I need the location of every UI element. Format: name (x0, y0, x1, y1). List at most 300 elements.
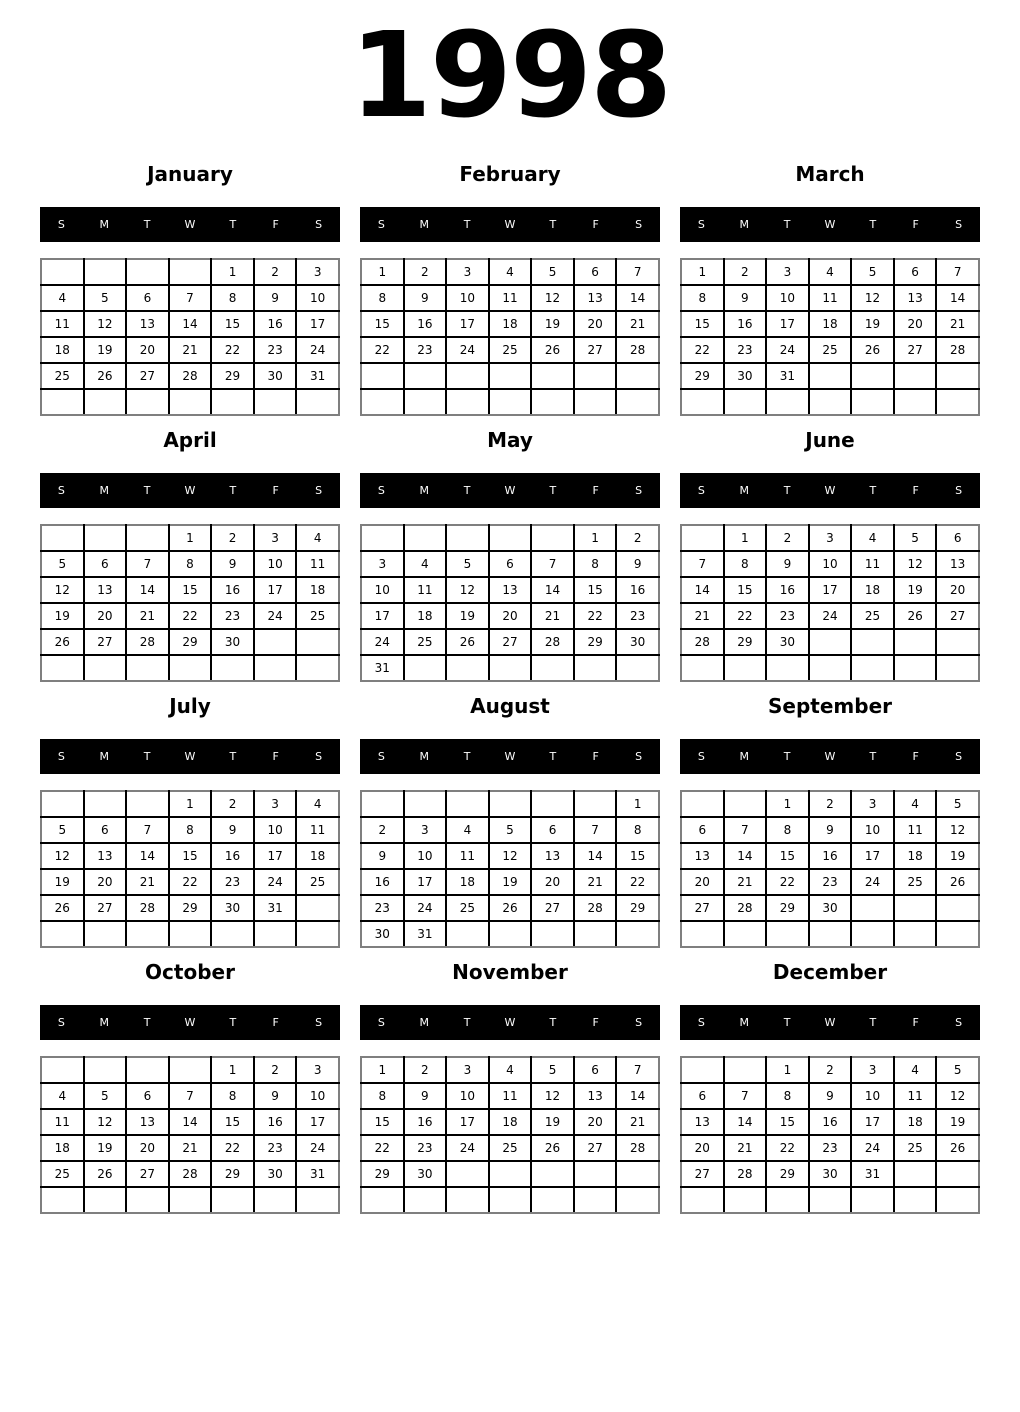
weekday-label: T (783, 218, 791, 231)
empty-day-cell (84, 525, 127, 551)
day-cell: 17 (254, 843, 297, 869)
day-cell: 9 (404, 285, 447, 311)
day-cell: 10 (851, 817, 894, 843)
month-title: January (147, 162, 233, 186)
week-row (41, 895, 339, 921)
day-cell: 28 (169, 1161, 212, 1187)
day-cell: 23 (211, 869, 254, 895)
month-title: December (772, 960, 888, 984)
weekday-label: M (739, 1016, 750, 1029)
day-cell: 23 (766, 603, 809, 629)
weekday-label: W (504, 750, 516, 763)
week-row (41, 1161, 339, 1187)
weekday-header-bar (40, 207, 340, 242)
day-cell: 15 (211, 311, 254, 337)
empty-day-cell (126, 921, 169, 947)
empty-day-cell (724, 655, 767, 681)
months-grid (0, 162, 1020, 1214)
empty-day-cell (126, 655, 169, 681)
weekday-label: T (463, 218, 471, 231)
day-cell: 17 (361, 603, 404, 629)
weekday-label: F (272, 750, 279, 763)
week-row (681, 817, 979, 843)
week-row (681, 843, 979, 869)
day-cell: 16 (404, 1109, 447, 1135)
empty-day-cell (126, 389, 169, 415)
week-row (681, 921, 979, 947)
day-cell: 18 (809, 311, 852, 337)
empty-day-cell (169, 1057, 212, 1083)
day-cell: 5 (851, 259, 894, 285)
weekday-label: T (869, 218, 877, 231)
month-grid (360, 790, 660, 948)
empty-day-cell (446, 525, 489, 551)
week-row (41, 259, 339, 285)
day-cell: 16 (404, 311, 447, 337)
empty-day-cell (84, 1057, 127, 1083)
weekday-header-bar (40, 1005, 340, 1040)
day-cell: 29 (574, 629, 617, 655)
weekday-label: S (955, 750, 963, 763)
day-cell: 27 (84, 629, 127, 655)
weekday-label: S (315, 1016, 323, 1029)
weekday-header-bar (360, 207, 660, 242)
empty-day-cell (894, 1187, 937, 1213)
week-row (681, 895, 979, 921)
day-cell: 25 (489, 337, 532, 363)
weekday-label: W (504, 484, 516, 497)
day-cell: 18 (489, 1109, 532, 1135)
week-row (681, 551, 979, 577)
day-cell: 16 (766, 577, 809, 603)
weekday-label: S (635, 218, 643, 231)
empty-day-cell (936, 1187, 979, 1213)
day-cell: 29 (616, 895, 659, 921)
empty-day-cell (84, 921, 127, 947)
weekday-label: W (824, 484, 836, 497)
day-cell: 24 (296, 1135, 339, 1161)
day-cell: 26 (84, 1161, 127, 1187)
day-cell: 14 (724, 1109, 767, 1135)
day-cell: 22 (766, 869, 809, 895)
day-cell: 8 (361, 285, 404, 311)
empty-day-cell (681, 791, 724, 817)
day-cell: 9 (211, 817, 254, 843)
day-cell: 15 (616, 843, 659, 869)
day-cell: 15 (361, 1109, 404, 1135)
day-cell: 20 (84, 869, 127, 895)
week-row (361, 285, 659, 311)
month-grid (40, 524, 340, 682)
week-row (361, 1161, 659, 1187)
empty-day-cell (446, 791, 489, 817)
day-cell: 19 (936, 843, 979, 869)
empty-day-cell (489, 1187, 532, 1213)
day-cell: 15 (211, 1109, 254, 1135)
day-cell: 4 (851, 525, 894, 551)
week-row (41, 921, 339, 947)
weekday-label: M (419, 484, 430, 497)
day-cell: 4 (296, 791, 339, 817)
day-cell: 2 (766, 525, 809, 551)
empty-day-cell (681, 1187, 724, 1213)
day-cell: 3 (296, 259, 339, 285)
empty-day-cell (361, 363, 404, 389)
day-cell: 23 (211, 603, 254, 629)
day-cell: 21 (126, 603, 169, 629)
day-cell: 31 (404, 921, 447, 947)
day-cell: 19 (894, 577, 937, 603)
day-cell: 13 (574, 1083, 617, 1109)
weekday-label: S (57, 218, 65, 231)
day-cell: 20 (681, 1135, 724, 1161)
empty-day-cell (531, 389, 574, 415)
weekday-label: S (377, 1016, 385, 1029)
day-cell: 6 (126, 1083, 169, 1109)
empty-day-cell (531, 525, 574, 551)
empty-day-cell (169, 655, 212, 681)
day-cell: 20 (126, 337, 169, 363)
weekday-label: M (99, 1016, 110, 1029)
day-cell: 14 (616, 1083, 659, 1109)
day-cell: 7 (574, 817, 617, 843)
day-cell: 4 (404, 551, 447, 577)
day-cell: 24 (404, 895, 447, 921)
empty-day-cell (681, 525, 724, 551)
week-row (681, 655, 979, 681)
week-row (361, 629, 659, 655)
week-row (681, 259, 979, 285)
day-cell: 18 (296, 577, 339, 603)
empty-day-cell (211, 1187, 254, 1213)
empty-day-cell (489, 791, 532, 817)
weekday-label: M (739, 218, 750, 231)
weekday-label: F (912, 750, 919, 763)
day-cell: 5 (894, 525, 937, 551)
empty-day-cell (211, 655, 254, 681)
day-cell: 28 (681, 629, 724, 655)
day-cell: 28 (169, 363, 212, 389)
weekday-label: S (697, 750, 705, 763)
day-cell: 12 (84, 311, 127, 337)
week-row (41, 603, 339, 629)
day-cell: 20 (84, 603, 127, 629)
day-cell: 13 (489, 577, 532, 603)
day-cell: 16 (211, 843, 254, 869)
empty-day-cell (936, 921, 979, 947)
day-cell: 11 (851, 551, 894, 577)
week-row (361, 603, 659, 629)
day-cell: 23 (809, 1135, 852, 1161)
day-cell: 24 (446, 337, 489, 363)
day-cell: 7 (724, 1083, 767, 1109)
day-cell: 21 (616, 1109, 659, 1135)
empty-day-cell (41, 655, 84, 681)
day-cell: 11 (894, 817, 937, 843)
empty-day-cell (169, 259, 212, 285)
day-cell: 11 (41, 1109, 84, 1135)
day-cell: 25 (809, 337, 852, 363)
empty-day-cell (84, 259, 127, 285)
day-cell: 29 (724, 629, 767, 655)
empty-day-cell (894, 655, 937, 681)
week-row (41, 1135, 339, 1161)
day-cell: 10 (296, 285, 339, 311)
day-cell: 18 (404, 603, 447, 629)
day-cell: 4 (489, 1057, 532, 1083)
day-cell: 3 (254, 791, 297, 817)
day-cell: 24 (766, 337, 809, 363)
empty-day-cell (894, 1161, 937, 1187)
empty-day-cell (489, 921, 532, 947)
empty-day-cell (296, 1187, 339, 1213)
week-row (681, 389, 979, 415)
day-cell: 19 (531, 1109, 574, 1135)
month-april (40, 428, 340, 682)
day-cell: 26 (936, 1135, 979, 1161)
day-cell: 5 (41, 817, 84, 843)
week-row (681, 1161, 979, 1187)
day-cell: 17 (766, 311, 809, 337)
day-cell: 9 (404, 1083, 447, 1109)
weekday-label: T (143, 484, 151, 497)
day-cell: 2 (724, 259, 767, 285)
day-cell: 14 (169, 311, 212, 337)
day-cell: 9 (616, 551, 659, 577)
day-cell: 6 (574, 1057, 617, 1083)
day-cell: 21 (531, 603, 574, 629)
weekday-header-bar (360, 1005, 660, 1040)
day-cell: 23 (254, 1135, 297, 1161)
week-row (361, 389, 659, 415)
day-cell: 6 (84, 551, 127, 577)
weekday-label: F (912, 1016, 919, 1029)
day-cell: 30 (254, 1161, 297, 1187)
day-cell: 2 (809, 1057, 852, 1083)
day-cell: 11 (809, 285, 852, 311)
day-cell: 23 (809, 869, 852, 895)
month-title: June (805, 428, 855, 452)
day-cell: 28 (724, 895, 767, 921)
day-cell: 28 (936, 337, 979, 363)
day-cell: 25 (296, 603, 339, 629)
empty-day-cell (254, 629, 297, 655)
day-cell: 12 (41, 577, 84, 603)
day-cell: 8 (766, 817, 809, 843)
week-row (681, 525, 979, 551)
week-row (681, 1057, 979, 1083)
day-cell: 3 (851, 791, 894, 817)
empty-day-cell (574, 655, 617, 681)
day-cell: 21 (169, 337, 212, 363)
day-cell: 5 (446, 551, 489, 577)
day-cell: 1 (211, 259, 254, 285)
day-cell: 10 (404, 843, 447, 869)
day-cell: 4 (41, 285, 84, 311)
week-row (41, 337, 339, 363)
day-cell: 4 (296, 525, 339, 551)
day-cell: 8 (211, 1083, 254, 1109)
day-cell: 25 (404, 629, 447, 655)
week-row (41, 285, 339, 311)
week-row (361, 525, 659, 551)
month-january (40, 162, 340, 416)
week-row (681, 869, 979, 895)
weekday-label: M (419, 750, 430, 763)
empty-day-cell (254, 655, 297, 681)
empty-day-cell (724, 1187, 767, 1213)
weekday-label: M (99, 750, 110, 763)
day-cell: 1 (169, 525, 212, 551)
weekday-label: T (869, 484, 877, 497)
day-cell: 13 (84, 577, 127, 603)
day-cell: 7 (126, 551, 169, 577)
week-row (41, 817, 339, 843)
day-cell: 29 (766, 895, 809, 921)
day-cell: 22 (169, 603, 212, 629)
empty-day-cell (41, 525, 84, 551)
week-row (361, 843, 659, 869)
month-july (40, 694, 340, 948)
empty-day-cell (766, 921, 809, 947)
empty-day-cell (41, 259, 84, 285)
day-cell: 12 (936, 1083, 979, 1109)
day-cell: 30 (404, 1161, 447, 1187)
day-cell: 20 (936, 577, 979, 603)
day-cell: 12 (531, 285, 574, 311)
day-cell: 31 (296, 1161, 339, 1187)
weekday-label: T (869, 1016, 877, 1029)
day-cell: 20 (489, 603, 532, 629)
week-row (681, 577, 979, 603)
day-cell: 8 (169, 817, 212, 843)
empty-day-cell (446, 363, 489, 389)
day-cell: 6 (126, 285, 169, 311)
weekday-label: F (592, 750, 599, 763)
day-cell: 20 (681, 869, 724, 895)
day-cell: 22 (211, 1135, 254, 1161)
day-cell: 24 (254, 603, 297, 629)
day-cell: 19 (489, 869, 532, 895)
day-cell: 4 (809, 259, 852, 285)
weekday-label: T (783, 484, 791, 497)
day-cell: 26 (531, 1135, 574, 1161)
day-cell: 19 (84, 337, 127, 363)
weekday-label: T (463, 1016, 471, 1029)
day-cell: 19 (84, 1135, 127, 1161)
day-cell: 19 (531, 311, 574, 337)
day-cell: 6 (531, 817, 574, 843)
day-cell: 22 (574, 603, 617, 629)
weekday-label: F (272, 218, 279, 231)
day-cell: 9 (211, 551, 254, 577)
month-grid (360, 524, 660, 682)
empty-day-cell (936, 895, 979, 921)
day-cell: 13 (126, 311, 169, 337)
weekday-label: T (463, 484, 471, 497)
day-cell: 22 (169, 869, 212, 895)
day-cell: 28 (126, 895, 169, 921)
empty-day-cell (616, 921, 659, 947)
day-cell: 5 (84, 1083, 127, 1109)
empty-day-cell (936, 655, 979, 681)
weekday-label: F (592, 218, 599, 231)
week-row (41, 869, 339, 895)
day-cell: 19 (851, 311, 894, 337)
empty-day-cell (211, 921, 254, 947)
week-row (361, 1109, 659, 1135)
weekday-label: F (592, 484, 599, 497)
week-row (41, 1083, 339, 1109)
week-row (361, 311, 659, 337)
month-may (360, 428, 660, 682)
month-june (680, 428, 980, 682)
weekday-label: T (549, 750, 557, 763)
day-cell: 12 (489, 843, 532, 869)
day-cell: 21 (574, 869, 617, 895)
empty-day-cell (446, 389, 489, 415)
day-cell: 20 (126, 1135, 169, 1161)
week-row (361, 1083, 659, 1109)
empty-day-cell (851, 629, 894, 655)
empty-day-cell (489, 525, 532, 551)
week-row (681, 363, 979, 389)
day-cell: 24 (851, 1135, 894, 1161)
day-cell: 2 (616, 525, 659, 551)
week-row (41, 843, 339, 869)
day-cell: 23 (724, 337, 767, 363)
weekday-label: S (377, 750, 385, 763)
empty-day-cell (809, 921, 852, 947)
weekday-label: T (229, 750, 237, 763)
weekday-label: M (99, 484, 110, 497)
day-cell: 27 (84, 895, 127, 921)
day-cell: 30 (254, 363, 297, 389)
weekday-label: W (184, 1016, 196, 1029)
day-cell: 25 (41, 1161, 84, 1187)
day-cell: 11 (489, 1083, 532, 1109)
empty-day-cell (254, 921, 297, 947)
empty-day-cell (126, 525, 169, 551)
day-cell: 18 (894, 1109, 937, 1135)
weekday-label: M (419, 218, 430, 231)
week-row (361, 895, 659, 921)
day-cell: 6 (681, 817, 724, 843)
week-row (41, 1109, 339, 1135)
day-cell: 9 (766, 551, 809, 577)
empty-day-cell (41, 1057, 84, 1083)
weekday-label: W (824, 218, 836, 231)
day-cell: 7 (616, 259, 659, 285)
empty-day-cell (616, 655, 659, 681)
empty-day-cell (296, 895, 339, 921)
day-cell: 7 (616, 1057, 659, 1083)
day-cell: 27 (126, 363, 169, 389)
empty-day-cell (724, 791, 767, 817)
empty-day-cell (574, 389, 617, 415)
day-cell: 16 (616, 577, 659, 603)
day-cell: 24 (296, 337, 339, 363)
day-cell: 13 (681, 1109, 724, 1135)
month-title: March (795, 162, 865, 186)
week-row (361, 1187, 659, 1213)
day-cell: 31 (254, 895, 297, 921)
day-cell: 26 (84, 363, 127, 389)
weekday-label: T (229, 218, 237, 231)
day-cell: 13 (681, 843, 724, 869)
day-cell: 27 (574, 1135, 617, 1161)
day-cell: 25 (894, 1135, 937, 1161)
